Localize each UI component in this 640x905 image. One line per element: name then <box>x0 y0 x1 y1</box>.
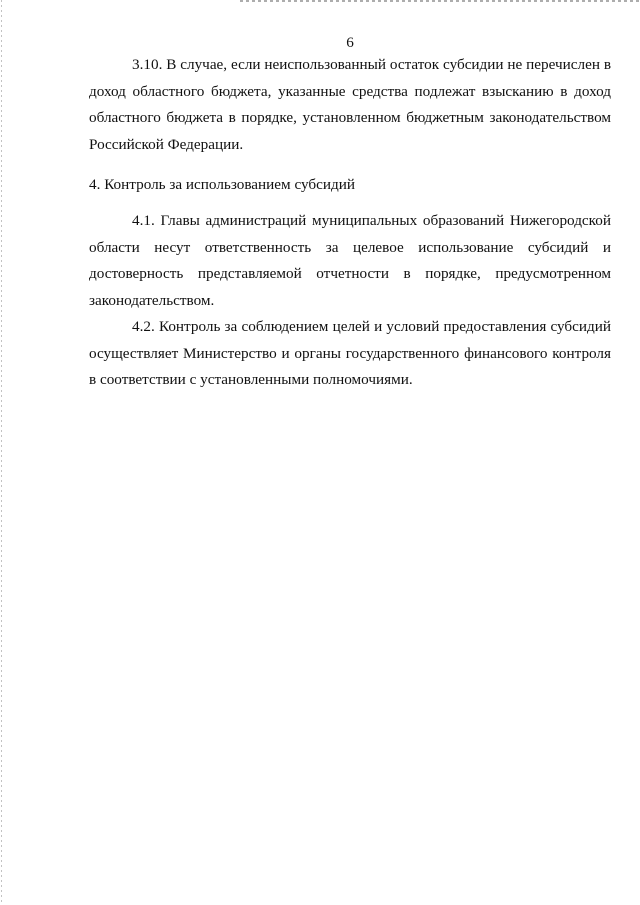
paragraph-4-2: 4.2. Контроль за соблюдением целей и условий предоставления субсидий осуществляет Министерство и органы государственного финансового контроля в соответствии с установленными полномочиями. <box>89 318 611 388</box>
section-heading-4: 4. Контроль за использованием субсидий <box>89 176 355 193</box>
paragraph-3-10: 3.10. В случае, если неиспользованный остаток субсидии не перечислен в доход областного бюджета, указанные средства подлежат взысканию в доход областного бюджета в порядке, установленном бюджетным законодательством Российской Федерации. <box>89 56 611 153</box>
scan-edge-top <box>240 0 640 2</box>
page-number: 6 <box>346 34 354 51</box>
scan-edge-left <box>1 0 2 905</box>
paragraph-4-1: 4.1. Главы администраций муниципальных образований Нижегородской области несут ответственность за целевое использование субсидий и достоверность представляемой отчетности в порядке, предусмотренном законодательством. <box>89 212 611 309</box>
